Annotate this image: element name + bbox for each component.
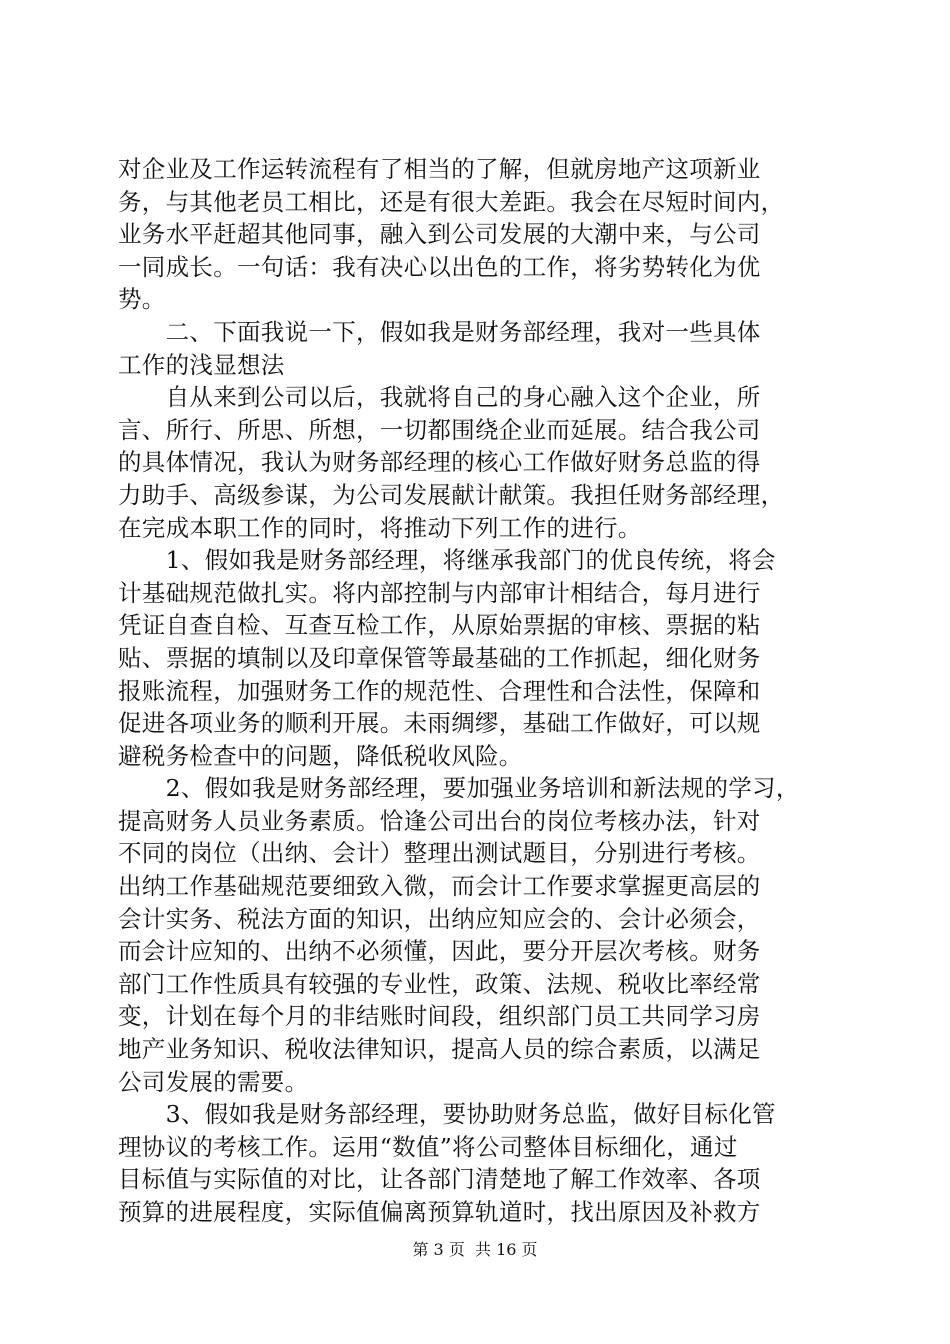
text-line: 而会计应知的、出纳不必须懂，因此，要分开层次考核。财务 bbox=[118, 937, 761, 966]
text-line: 出纳工作基础规范要细致入微，而会计工作要求掌握更高层的 bbox=[118, 872, 761, 901]
text-line: 提高财务人员业务素质。恰逢公司出台的岗位考核办法，针对 bbox=[118, 806, 761, 835]
text-line: 言、所行、所思、所想，一切都围绕企业而延展。结合我公司 bbox=[118, 415, 761, 444]
text-line: 二、下面我说一下，假如我是财务部经理，我对一些具体 bbox=[118, 317, 761, 346]
text-line: 的具体情况，我认为财务部经理的核心工作做好财务总监的得 bbox=[118, 448, 761, 477]
text-line: 工作的浅显想法 bbox=[118, 350, 285, 379]
text-line: 会计实务、税法方面的知识，出纳应知应会的、会计必须会， bbox=[118, 904, 761, 933]
text-line: 凭证自查自检、互查互检工作，从原始票据的审核、票据的粘 bbox=[118, 611, 761, 640]
text-line: 务，与其他老员工相比，还是有很大差距。我会在尽短时间内， bbox=[118, 187, 785, 216]
text-line: 促进各项业务的顺利开展。未雨绸缪，基础工作做好，可以规 bbox=[118, 709, 761, 738]
text-line: 避税务检查中的问题，降低税收风险。 bbox=[118, 741, 523, 770]
text-line: 地产业务知识、税收法律知识，提高人员的综合素质，以满足 bbox=[118, 1035, 761, 1064]
text-line: 2、假如我是财务部经理，要加强业务培训和新法规的学习， bbox=[118, 774, 800, 803]
text-line: 公司发展的需要。 bbox=[118, 1067, 309, 1096]
text-line: 变，计划在每个月的非结账时间段，组织部门员工共同学习房 bbox=[118, 1002, 761, 1031]
text-line: 对企业及工作运转流程有了相当的了解，但就房地产这项新业 bbox=[118, 155, 761, 183]
text-line: 不同的岗位（出纳、会计）整理出测试题目，分别进行考核。 bbox=[118, 839, 761, 868]
page-footer bbox=[0, 1240, 950, 1260]
text-line: 1、假如我是财务部经理，将继承我部门的优良传统，将会 bbox=[118, 546, 776, 575]
text-line: 部门工作性质具有较强的专业性，政策、法规、税收比率经常 bbox=[118, 969, 761, 998]
text-line: 理协议的考核工作。运用“数值”将公司整体目标细化，通过 bbox=[118, 1132, 738, 1161]
text-line: 计基础规范做扎实。将内部控制与内部审计相结合，每月进行 bbox=[118, 578, 761, 607]
text-line: 势。 bbox=[118, 285, 166, 314]
text-line: 业务水平赶超其他同事，融入到公司发展的大潮中来，与公司 bbox=[118, 220, 761, 249]
text-line: 贴、票据的填制以及印章保管等最基础的工作抓起，细化财务 bbox=[118, 643, 761, 672]
text-line: 目标值与实际值的对比，让各部门清楚地了解工作效率、各项 bbox=[118, 1165, 761, 1194]
body-text bbox=[118, 153, 834, 1229]
text-line: 在完成本职工作的同时，将推动下列工作的进行。 bbox=[118, 513, 642, 542]
text-line: 预算的进展程度，实际值偏离预算轨道时，找出原因及补救方 bbox=[118, 1198, 761, 1226]
text-line: 报账流程，加强财务工作的规范性、合理性和合法性，保障和 bbox=[118, 676, 761, 705]
text-line: 力助手、高级参谋，为公司发展献计献策。我担任财务部经理， bbox=[118, 480, 785, 509]
text-line: 3、假如我是财务部经理，要协助财务总监，做好目标化管 bbox=[118, 1100, 776, 1129]
text-line: 一同成长。一句话：我有决心以出色的工作，将劣势转化为优 bbox=[118, 252, 761, 281]
text-line: 自从来到公司以后，我就将自己的身心融入这个企业，所 bbox=[118, 383, 761, 412]
page-number: 第 3 页 共 16 页 bbox=[412, 1240, 538, 1259]
